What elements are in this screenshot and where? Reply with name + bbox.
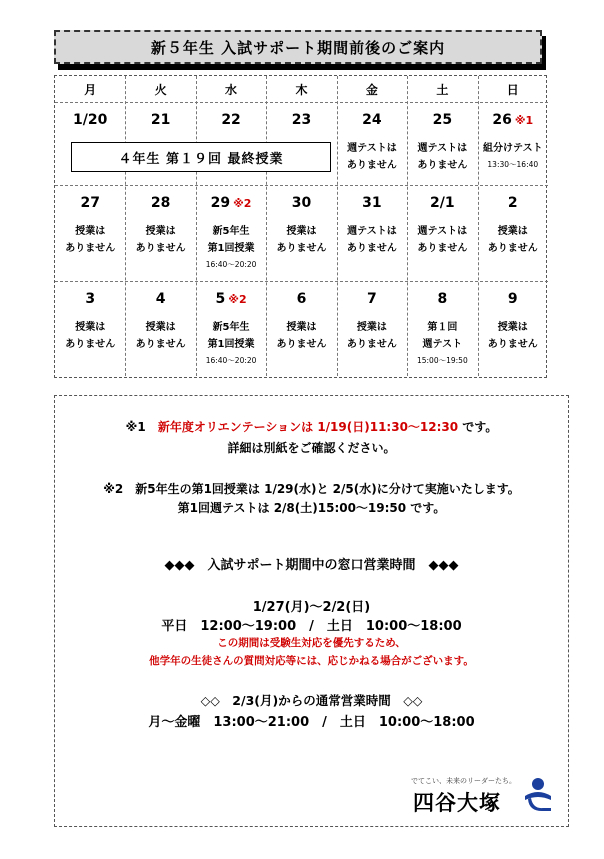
- day-label: 22: [221, 112, 241, 128]
- calendar-day-number: [196, 112, 266, 128]
- day-label: 24: [362, 112, 382, 128]
- day-label: 9: [507, 291, 518, 307]
- note-time: 15:00～19:50: [416, 356, 468, 365]
- day-label: 7: [367, 291, 377, 307]
- calendar-day-number: [266, 195, 336, 211]
- note-1-prefix: ※1: [125, 420, 146, 434]
- calendar-day-number: [196, 195, 266, 211]
- calendar-day-note: [125, 319, 195, 353]
- weekday-header: 土: [436, 82, 449, 97]
- weekday-header: 金: [365, 82, 378, 97]
- note-line: 週テスト: [422, 339, 463, 350]
- day-label: 30: [291, 195, 312, 211]
- day-label: 23: [291, 112, 312, 128]
- note-1: [55, 418, 568, 435]
- calendar-day-number: [478, 291, 548, 307]
- page-title: 新５年生 入試サポート期間前後のご案内: [54, 30, 542, 64]
- calendar-day-note: [266, 223, 336, 257]
- calendar-day-number: [407, 195, 477, 211]
- calendar-day-number: [196, 291, 266, 307]
- day-label: 3: [85, 291, 96, 307]
- caution-line-2: 他学年の生徒さんの質問対応等には、応じかねる場合がございます。: [149, 655, 474, 667]
- day-label: 25: [432, 112, 453, 128]
- note-line: 授業は: [356, 322, 387, 333]
- day-label: 6: [296, 291, 307, 307]
- caution-line-1: この期間は受験生対応を優先するため、: [217, 637, 406, 649]
- calendar-day-note: [478, 223, 548, 257]
- calendar-day-number: [478, 195, 548, 211]
- calendar-day-number: [407, 291, 477, 307]
- day-label: 21: [150, 112, 171, 128]
- day-note-mark: ※2: [233, 197, 252, 210]
- weekday-header: 火: [154, 82, 167, 97]
- note-line: 授業は: [286, 226, 317, 237]
- calendar-day-note: [478, 319, 548, 353]
- calendar-day-number: [337, 291, 407, 307]
- note-line: ありません: [487, 339, 538, 350]
- note-line: 週テストは: [417, 226, 468, 237]
- note-line: 授業は: [497, 226, 528, 237]
- note-line: ありません: [65, 243, 116, 254]
- calendar-day-number: [266, 112, 336, 128]
- weekday-header: 月: [84, 82, 97, 97]
- note-line: ありません: [276, 243, 327, 254]
- calendar-day-note: [125, 223, 195, 257]
- note-line: 週テストは: [417, 143, 468, 154]
- calendar-day-number: [55, 291, 125, 307]
- calendar-day-note: [478, 140, 548, 172]
- note-line: 第１回: [427, 322, 458, 333]
- note-line: ありません: [487, 243, 538, 254]
- note-line: 週テストは: [347, 143, 397, 154]
- note-line: ありません: [346, 160, 397, 171]
- note-line: 組分けテスト: [482, 143, 543, 154]
- calendar-day-number: [55, 112, 125, 128]
- note-line: 授業は: [497, 322, 528, 333]
- calendar-day-number: [55, 195, 125, 211]
- calendar-gridline: [55, 185, 548, 186]
- support-period: 1/27(月)～2/2(日): [252, 600, 371, 615]
- calendar-day-number: [266, 291, 336, 307]
- note-2-line-2: 第1回週テストは 2/8(土)15:00～19:50 です。: [177, 501, 446, 515]
- weekday-header: 木: [295, 82, 308, 97]
- note-line: 新5年生: [212, 322, 250, 333]
- info-box: [54, 395, 569, 827]
- note-line: 授業は: [75, 226, 106, 237]
- note-1-detail: 詳細は別紙をご確認ください。: [227, 441, 396, 455]
- day-note-mark: ※2: [228, 293, 247, 306]
- day-label: 8: [437, 291, 448, 307]
- calendar-day-number: [407, 112, 477, 128]
- note-line: ありません: [417, 160, 468, 171]
- note-line: ありません: [135, 243, 186, 254]
- calendar-day-note: [407, 319, 477, 368]
- note-1-suffix: です。: [458, 420, 498, 434]
- normal-hours-heading: ◇◇ 2/3(月)からの通常営業時間 ◇◇: [200, 693, 423, 708]
- calendar-day-note: [266, 319, 336, 353]
- calendar-day-note: [407, 140, 477, 174]
- logo-mark-icon: [521, 776, 555, 812]
- note-line: 第1回授業: [207, 243, 255, 254]
- calendar-day-number: [478, 112, 548, 128]
- calendar-day-note: [55, 319, 125, 353]
- hours-heading: ◆◆◆ 入試サポート期間中の窓口営業時間 ◆◆◆: [164, 558, 459, 573]
- calendar-day-note: [55, 223, 125, 257]
- calendar-day-number: [125, 112, 195, 128]
- note-line: 授業は: [145, 226, 176, 237]
- normal-hours: 月～金曜 13:00～21:00 / 土日 10:00～18:00: [148, 715, 475, 730]
- day-label: 1/20: [73, 112, 108, 128]
- note-line: 週テストは: [347, 226, 397, 237]
- last-class-banner: ４年生 第１９回 最終授業: [71, 142, 331, 172]
- day-label: 26: [492, 112, 512, 128]
- weekday-header: 日: [506, 82, 519, 97]
- logo-name: 四谷大塚: [413, 791, 501, 815]
- note-line: ありません: [346, 339, 397, 350]
- day-label: 29: [210, 195, 231, 211]
- day-label: 28: [150, 195, 171, 211]
- weekday-header: 水: [225, 82, 238, 97]
- logo-tagline: でてこい、未来のリーダーたち。: [411, 777, 516, 785]
- note-2-line-1: ※2 新5年生の第1回授業は 1/29(水)と 2/5(水)に分けて実施いたします。: [103, 482, 520, 496]
- note-line: 授業は: [75, 322, 106, 333]
- day-label: 27: [80, 195, 100, 211]
- calendar-day-note: [196, 223, 266, 272]
- calendar-day-number: [125, 291, 195, 307]
- note-line: 授業は: [145, 322, 176, 333]
- note-line: 第1回授業: [207, 339, 255, 350]
- calendar-day-note: [407, 223, 477, 257]
- note-line: ありません: [276, 339, 327, 350]
- calendar-day-note: [337, 140, 407, 174]
- note-line: ありません: [417, 243, 468, 254]
- note-time: 16:40～20:20: [205, 356, 257, 365]
- day-label: 5: [215, 291, 226, 307]
- day-label: 31: [362, 195, 382, 211]
- calendar-day-number: [337, 112, 407, 128]
- note-time: 13:30～16:40: [487, 160, 539, 169]
- day-note-mark: ※1: [514, 114, 534, 127]
- calendar-day-note: [196, 319, 266, 368]
- calendar-gridline: [55, 102, 548, 103]
- calendar-day-note: [337, 223, 407, 257]
- day-label: 4: [155, 291, 166, 307]
- note-line: 授業は: [286, 322, 317, 333]
- calendar-day-number: [337, 195, 407, 211]
- note-time: 16:40～20:20: [205, 260, 257, 269]
- day-label: 2/1: [430, 195, 455, 211]
- note-line: 新5年生: [212, 226, 250, 237]
- calendar-day-number: [125, 195, 195, 211]
- support-period-hours: 平日 12:00～19:00 / 土日 10:00～18:00: [161, 619, 462, 634]
- day-label: 2: [507, 195, 518, 211]
- calendar-gridline: [55, 281, 548, 282]
- note-1-red: 新年度オリエンテーションは 1/19(日)11:30～12:30: [157, 420, 459, 434]
- note-line: ありません: [135, 339, 186, 350]
- calendar: [54, 75, 547, 378]
- calendar-day-note: [337, 319, 407, 353]
- note-line: ありません: [65, 339, 116, 350]
- note-line: ありません: [346, 243, 397, 254]
